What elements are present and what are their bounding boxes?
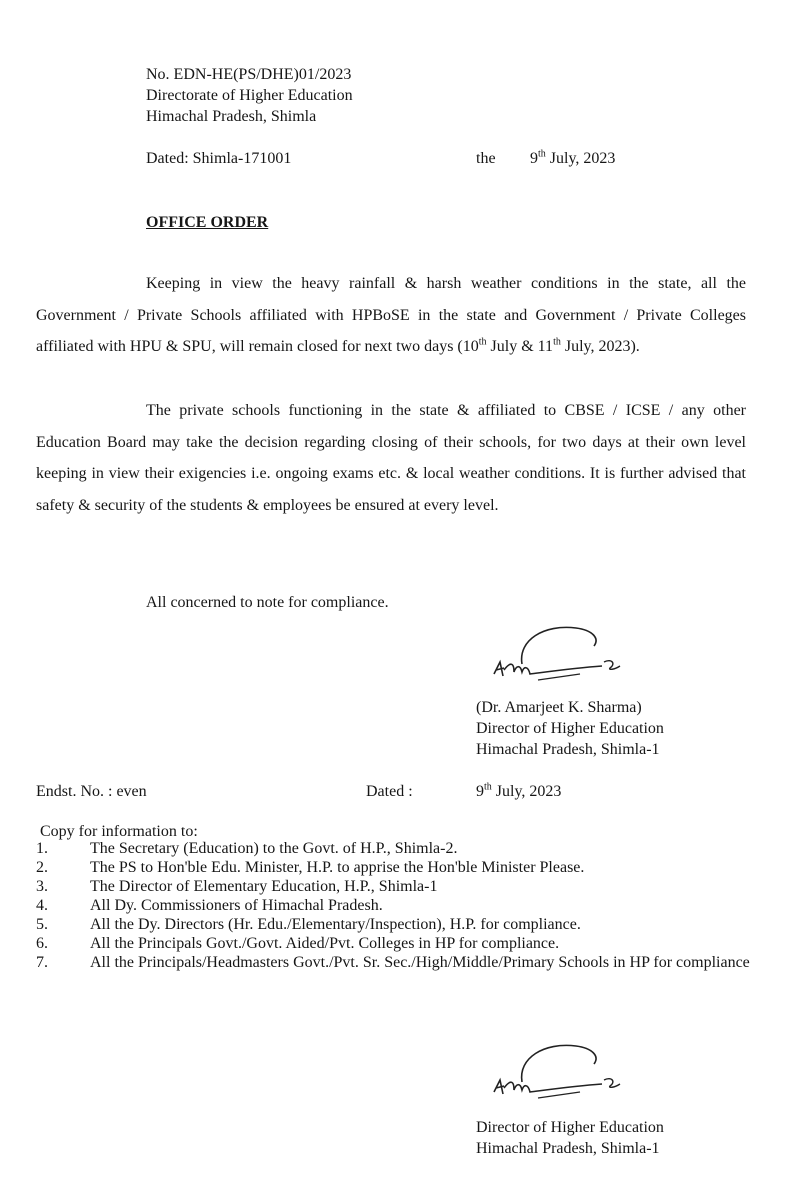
paragraph-1-text-c: July, 2023). xyxy=(560,338,640,355)
dated-day-suffix: th xyxy=(538,148,546,160)
list-item xyxy=(36,934,756,953)
office-location: Himachal Pradesh, Shimla xyxy=(146,108,317,125)
list-item xyxy=(36,877,756,896)
dated-date xyxy=(530,148,615,169)
dated-the: the xyxy=(476,150,496,167)
endorsement-day-suffix: th xyxy=(484,781,492,793)
compliance-note: All concerned to note for compliance. xyxy=(146,594,389,611)
signature-image-bottom xyxy=(484,1040,634,1110)
list-item-number: 1. xyxy=(36,840,48,857)
list-item-number: 4. xyxy=(36,897,48,914)
signatory-location: Himachal Pradesh, Shimla-1 xyxy=(476,741,660,758)
copy-list xyxy=(36,839,756,972)
list-item-text: All Dy. Commissioners of Himachal Pradesh. xyxy=(90,897,383,914)
paragraph-1-text-b: July & 11 xyxy=(486,338,554,355)
signatory-name: (Dr. Amarjeet K. Sharma) xyxy=(476,699,642,716)
list-item-number: 2. xyxy=(36,859,48,876)
endorsement-dated-label: Dated : xyxy=(366,783,413,800)
endorsement-month-year: July, 2023 xyxy=(491,783,562,800)
bottom-signatory-location: Himachal Pradesh, Shimla-1 xyxy=(476,1140,660,1157)
copy-heading: Copy for information to: xyxy=(40,823,198,840)
list-item-text: All the Principals/Headmasters Govt./Pvt. Sr. Sec./High/Middle/Primary Schools in HP for compliance xyxy=(90,954,750,971)
reference-number: No. EDN-HE(PS/DHE)01/2023 xyxy=(146,66,352,83)
list-item-number: 7. xyxy=(36,954,48,971)
list-item xyxy=(36,953,756,972)
list-item-text: The PS to Hon'ble Edu. Minister, H.P. to apprise the Hon'ble Minister Please. xyxy=(90,859,585,876)
dated-day: 9 xyxy=(530,150,538,167)
list-item xyxy=(36,896,756,915)
signature-image xyxy=(484,622,634,692)
endorsement-day: 9 xyxy=(476,783,484,800)
list-item-number: 3. xyxy=(36,878,48,895)
list-item xyxy=(36,858,756,877)
paragraph-2-text: The private schools functioning in the state & affiliated to CBSE / ICSE / any other Education Board may take the decision regarding closing of their schools, for two days at their own level keeping in view their exigencies i.e. ongoing exams etc. & local weather conditions. It is further advised that safety & security of the students & employees be ensured at every level. xyxy=(36,402,746,514)
list-item-number: 5. xyxy=(36,916,48,933)
list-item-text: All the Principals Govt./Govt. Aided/Pvt. Colleges in HP for compliance. xyxy=(90,935,560,952)
order-title: OFFICE ORDER xyxy=(146,214,269,231)
paragraph-1-sup-1: th xyxy=(478,336,487,348)
paragraph-1-text-a: Keeping in view the heavy rainfall & harsh weather conditions in the state, all the Government / Private Schools affiliated with HPBoSE in the state and Government / Private Colleges affiliated with HPU & SPU, will remain closed for next two days (10 xyxy=(36,275,746,355)
list-item-number: 6. xyxy=(36,935,48,952)
paragraph-1-sup-2: th xyxy=(553,336,561,348)
endorsement-number: Endst. No. : even xyxy=(36,783,147,800)
dated-label: Dated: Shimla-171001 xyxy=(146,150,292,167)
dated-month-year: July, 2023 xyxy=(545,150,616,167)
paragraph-2 xyxy=(36,395,746,521)
list-item-text: All the Dy. Directors (Hr. Edu./Elementary/Inspection), H.P. for compliance. xyxy=(90,916,581,933)
bottom-signatory-designation: Director of Higher Education xyxy=(476,1119,664,1136)
list-item xyxy=(36,839,756,858)
list-item xyxy=(36,915,756,934)
endorsement-date xyxy=(476,781,561,802)
list-item-text: The Director of Elementary Education, H.P., Shimla-1 xyxy=(90,878,438,895)
signatory-designation: Director of Higher Education xyxy=(476,720,664,737)
office-name: Directorate of Higher Education xyxy=(146,87,353,104)
paragraph-1 xyxy=(36,268,746,363)
list-item-text: The Secretary (Education) to the Govt. of H.P., Shimla-2. xyxy=(90,840,458,857)
